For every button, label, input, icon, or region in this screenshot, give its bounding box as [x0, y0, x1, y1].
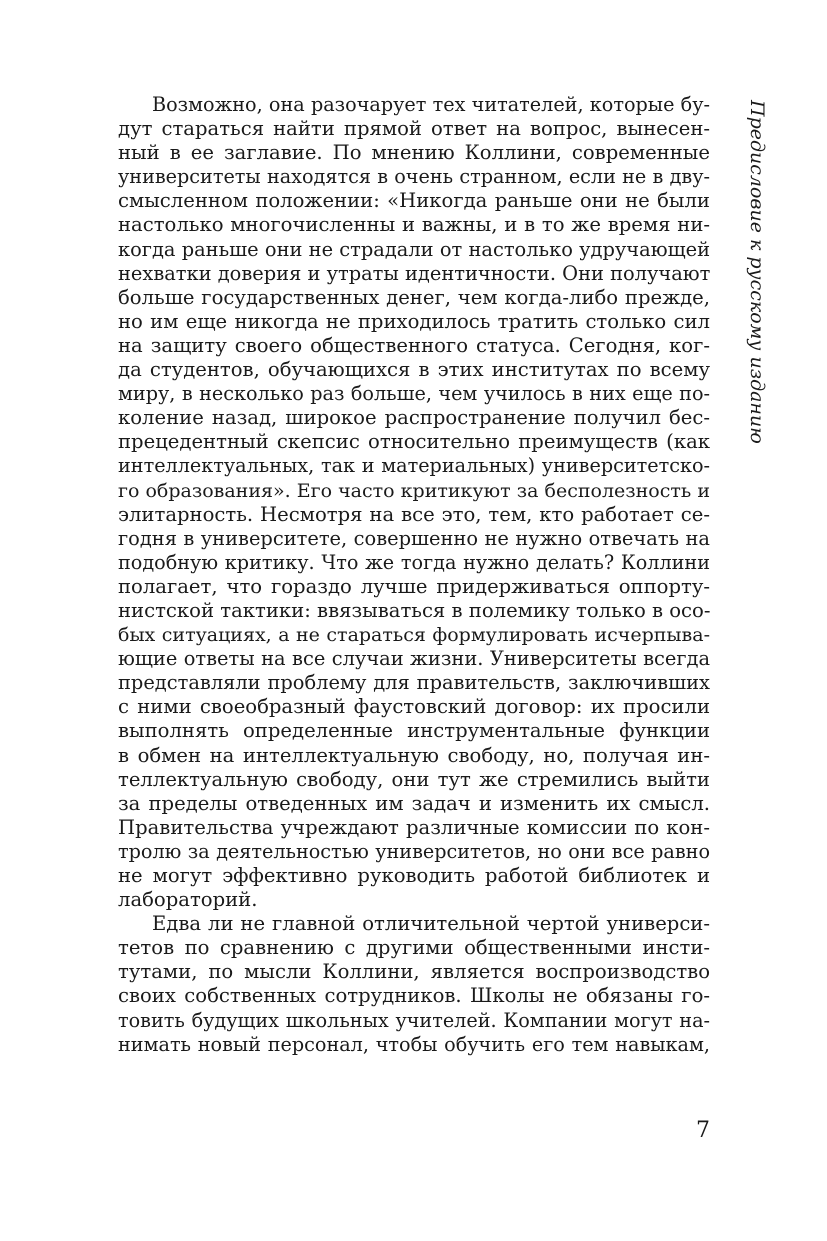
text-line: тетов по сравнению с другими общественными инсти- — [118, 936, 710, 960]
text-line: с ними своеобразный фаустовский договор: их просили — [118, 695, 710, 719]
text-line: нистской тактики: ввязываться в полемику только в осо- — [118, 598, 711, 622]
text-line: выполнять определенные инструментальные функции — [118, 719, 710, 743]
text-line: тролю за деятельностью университетов, но они все равно — [118, 839, 710, 863]
text-line: представляли проблему для правительств, заключивших — [118, 671, 710, 695]
text-line: го образования». Его часто критикуют за бесполезность и — [118, 479, 710, 502]
text-line: за пределы отведенных им задач и изменить их смысл. — [118, 791, 710, 815]
text-line: ный в ее заглавие. По мнению Коллини, современные — [118, 141, 710, 165]
body-text — [118, 93, 710, 1057]
text-line: Едва ли не главной отличительной чертой универси- — [152, 912, 710, 936]
text-line: тутами, по мысли Коллини, является воспроизводство — [118, 960, 710, 984]
text-line: товить будущих школьных учителей. Компании могут на- — [118, 1008, 710, 1032]
text-line: нимать новый персонал, чтобы обучить его тем навыкам, — [118, 1032, 710, 1056]
text-line: теллектуальную свободу, они тут же стремились выйти — [118, 767, 710, 791]
text-line: ющие ответы на все случаи жизни. Университеты всегда — [118, 647, 710, 671]
text-line: смысленном положении: «Никогда раньше они не были — [118, 189, 710, 213]
text-line: но им еще никогда не приходилось тратить столько сил — [118, 309, 710, 333]
text-line: настолько многочисленны и важны, и в то же время ни- — [118, 213, 710, 237]
text-line: в обмен на интеллектуальную свободу, но, получая ин- — [118, 743, 710, 767]
paragraph-2 — [118, 912, 710, 1057]
text-line: подобную критику. Что же тогда нужно делать? Коллини — [118, 550, 710, 574]
text-line: своих собственных сотрудников. Школы не обязаны го- — [118, 984, 710, 1008]
text-line: когда раньше они не страдали от настолько удручающей — [118, 237, 710, 261]
text-line: миру, в несколько раз больше, чем училось в них еще по- — [118, 382, 710, 406]
text-line: не могут эффективно руководить работой библиотек и — [118, 864, 710, 887]
page-number: 7 — [696, 1118, 710, 1143]
text-line: университеты находятся в очень странном, если не в дву- — [118, 165, 710, 189]
running-head: Предисловие к русскому изданию — [746, 100, 768, 444]
text-line: годня в университете, совершенно не нужно отвечать на — [118, 526, 710, 550]
text-line: прецедентный скепсис относительно преимуществ (как — [118, 430, 710, 454]
text-line: Правительства учреждают различные комиссии по кон- — [118, 815, 710, 839]
text-line: бых ситуациях, а не стараться формулировать исчерпыва- — [118, 624, 710, 647]
text-line: дут стараться найти прямой ответ на вопрос, вынесен- — [118, 117, 710, 141]
text-line: нехватки доверия и утраты идентичности. Они получают — [118, 261, 711, 285]
text-line: больше государственных денег, чем когда-либо прежде, — [118, 285, 710, 309]
text-line: да студентов, обучающихся в этих институтах по всему — [118, 358, 710, 382]
paragraph-1 — [118, 93, 710, 912]
text-line: полагает, что гораздо лучше придерживаться оппорту- — [118, 574, 710, 598]
text-line: элитарность. Несмотря на все это, тем, кто работает се- — [118, 502, 710, 526]
text-line: на защиту своего общественного статуса. Сегодня, ког- — [118, 333, 710, 357]
text-line: Возможно, она разочарует тех читателей, которые бу- — [152, 93, 710, 116]
text-line: интеллектуальных, так и материальных) университетско- — [118, 454, 710, 478]
text-line: лабораторий. — [118, 888, 258, 912]
text-line: коление назад, широкое распространение получил бес- — [118, 406, 710, 430]
